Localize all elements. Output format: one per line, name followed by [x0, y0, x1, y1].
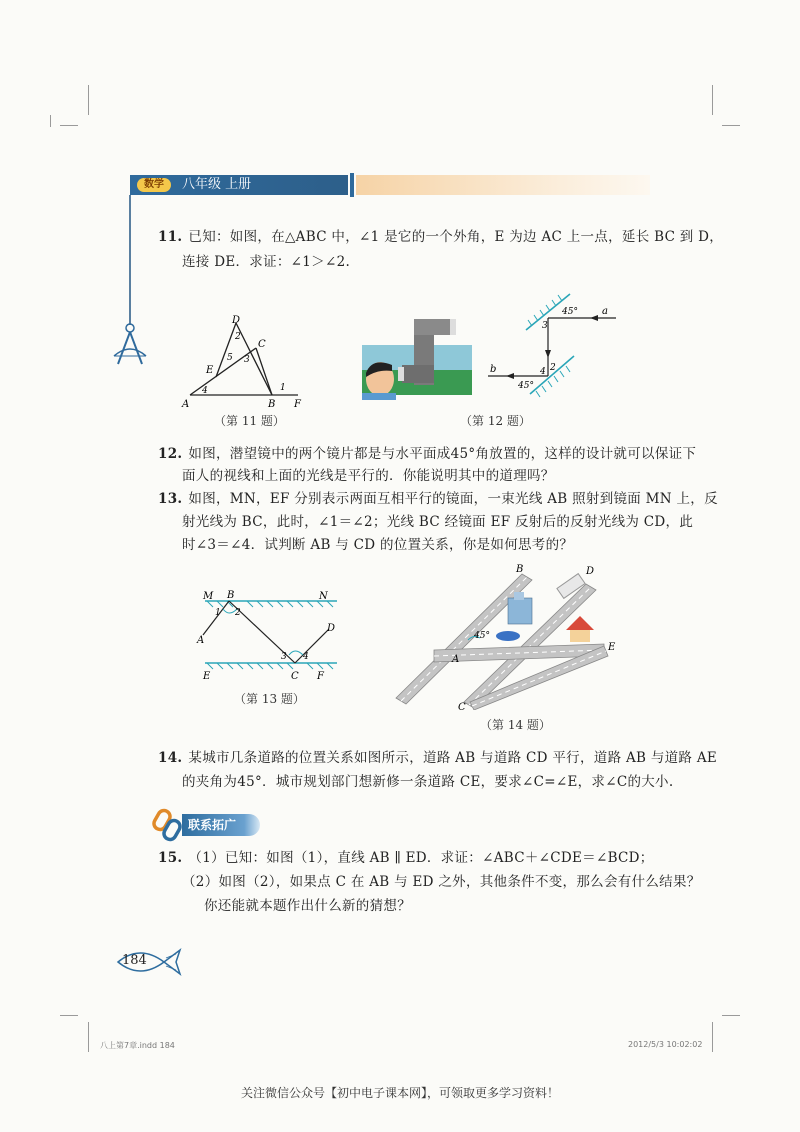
- fig11-label-3: 3: [244, 355, 250, 365]
- crop-mark: [60, 1015, 78, 1016]
- header-divider: [350, 173, 354, 197]
- fig11-label-D: D: [232, 315, 241, 326]
- figure-11-caption: （第 11 题）: [214, 414, 285, 428]
- fig11-label-2: 2: [235, 332, 241, 342]
- footer-note: 关注微信公众号【初中电子课本网】，可领取更多学习资料！: [240, 1086, 559, 1100]
- question-12-line2: 面人的视线和上面的光线是平行的．你能说明其中的道理吗？: [182, 468, 555, 484]
- question-14: [158, 746, 717, 771]
- fig11-label-E: E: [206, 365, 214, 376]
- compass-icon: [110, 320, 150, 370]
- fig12-label-a: a: [602, 306, 608, 317]
- fig11-label-F: F: [294, 399, 301, 410]
- crop-mark: [88, 1022, 89, 1052]
- print-info-right: 2012/5/3 10:02:02: [628, 1040, 703, 1049]
- fig11-label-A: A: [182, 399, 190, 410]
- figure-12-periscope: [362, 315, 472, 400]
- question-13-line3: 时∠3＝∠4．试判断 AB 与 CD 的位置关系，你是如何思考的？: [182, 537, 574, 553]
- page-number: 184: [122, 953, 147, 968]
- figure-14: [390, 560, 630, 710]
- fig11-label-1: 1: [280, 383, 286, 393]
- figure-13: [195, 585, 345, 685]
- question-text: 已知：如图，在△ABC 中，∠1 是它的一个外角，E 为边 AC 上一点，延长 BC 到 D，: [188, 229, 724, 245]
- section-heading: 联系拓广: [182, 814, 260, 836]
- fig11-label-5: 5: [227, 353, 233, 363]
- fig12-label-2: 2: [550, 363, 556, 373]
- fig13-label-A: A: [197, 635, 205, 646]
- margin-line: [129, 195, 131, 325]
- question-number: 11.: [158, 229, 183, 245]
- question-15: [158, 846, 654, 871]
- question-13-line2: 射光线为 BC，此时，∠1＝∠2；光线 BC 经镜面 EF 反射后的反射光线为 CD，此: [182, 514, 694, 530]
- crop-mark: [712, 85, 713, 115]
- fig13-label-E: E: [203, 671, 211, 682]
- fig12-label-45-bottom: 45°: [518, 381, 534, 391]
- fig13-label-3: 3: [281, 652, 287, 662]
- fig13-label-N: N: [319, 591, 328, 602]
- fig12-label-45-top: 45°: [562, 307, 578, 317]
- print-info-left: 八上第7章.indd 184: [100, 1041, 175, 1050]
- fig13-label-C: C: [291, 671, 299, 682]
- question-number: 15.: [158, 850, 183, 866]
- question-15-line2: （2）如图（2），如果点 C 在 AB 与 ED 之外，其他条件不变，那么会有什么结果？: [182, 874, 701, 890]
- question-11-line2: 连接 DE．求证：∠1＞∠2.: [182, 254, 351, 270]
- crop-mark: [722, 125, 740, 126]
- figure-12-diagram: [478, 290, 628, 405]
- fig12-label-b: b: [490, 364, 497, 375]
- fig14-label-A: A: [452, 654, 460, 665]
- fig13-label-4: 4: [303, 652, 309, 662]
- fig12-label-3: 3: [542, 321, 548, 331]
- question-text: 如图，潜望镜中的两个镜片都是与水平面成45°角放置的，这样的设计就可以保证下: [188, 446, 697, 462]
- question-11: [158, 225, 723, 250]
- fig12-label-4: 4: [540, 367, 546, 377]
- fig11-label-4: 4: [202, 386, 208, 396]
- fig14-label-C: C: [458, 702, 466, 710]
- fig14-label-45: 45°: [474, 631, 490, 641]
- question-15-line3: 你还能就本题作出什么新的猜想？: [204, 898, 411, 914]
- fig11-label-C: C: [258, 339, 266, 350]
- question-13: [158, 487, 718, 512]
- crop-mark: [722, 1015, 740, 1016]
- fig13-label-1: 1: [215, 608, 221, 618]
- crop-mark: [88, 85, 89, 115]
- subject-badge: 数学: [137, 178, 171, 192]
- figure-12-caption: （第 12 题）: [460, 414, 531, 428]
- question-number: 12.: [158, 446, 183, 462]
- question-number: 14.: [158, 750, 183, 766]
- figure-13-caption: （第 13 题）: [234, 692, 305, 706]
- crop-mark: [60, 125, 78, 126]
- fig11-label-B: B: [268, 399, 276, 410]
- question-number: 13.: [158, 491, 183, 507]
- fig14-label-D: D: [586, 566, 595, 577]
- question-text: 如图，MN，EF 分别表示两面互相平行的镜面，一束光线 AB 照射到镜面 MN 上，反: [188, 491, 718, 507]
- fig14-label-E: E: [608, 642, 616, 653]
- figure-11: [178, 315, 308, 410]
- crop-mark: [50, 115, 51, 127]
- fig14-label-B: B: [516, 564, 524, 575]
- question-text: 某城市几条道路的位置关系如图所示，道路 AB 与道路 CD 平行，道路 AB 与道路 AE: [188, 750, 718, 766]
- crop-mark: [712, 1022, 713, 1052]
- question-text: （1）已知：如图（1），直线 AB ∥ ED．求证：∠ABC＋∠CDE＝∠BCD；: [188, 850, 654, 866]
- fig13-label-M: M: [203, 591, 214, 602]
- question-14-line2: 的夹角为45°．城市规划部门想新修一条道路 CE，要求∠C=∠E，求∠C的大小.: [182, 774, 674, 790]
- fig13-label-B: B: [227, 590, 235, 601]
- fig13-label-D: D: [327, 623, 336, 634]
- book-title: 八年级 上册: [182, 177, 252, 192]
- header-gradient: [356, 175, 650, 195]
- fig13-label-2: 2: [235, 608, 241, 618]
- figure-14-caption: （第 14 题）: [480, 718, 551, 732]
- chain-link-icon: [152, 808, 184, 842]
- fig13-label-F: F: [317, 671, 324, 682]
